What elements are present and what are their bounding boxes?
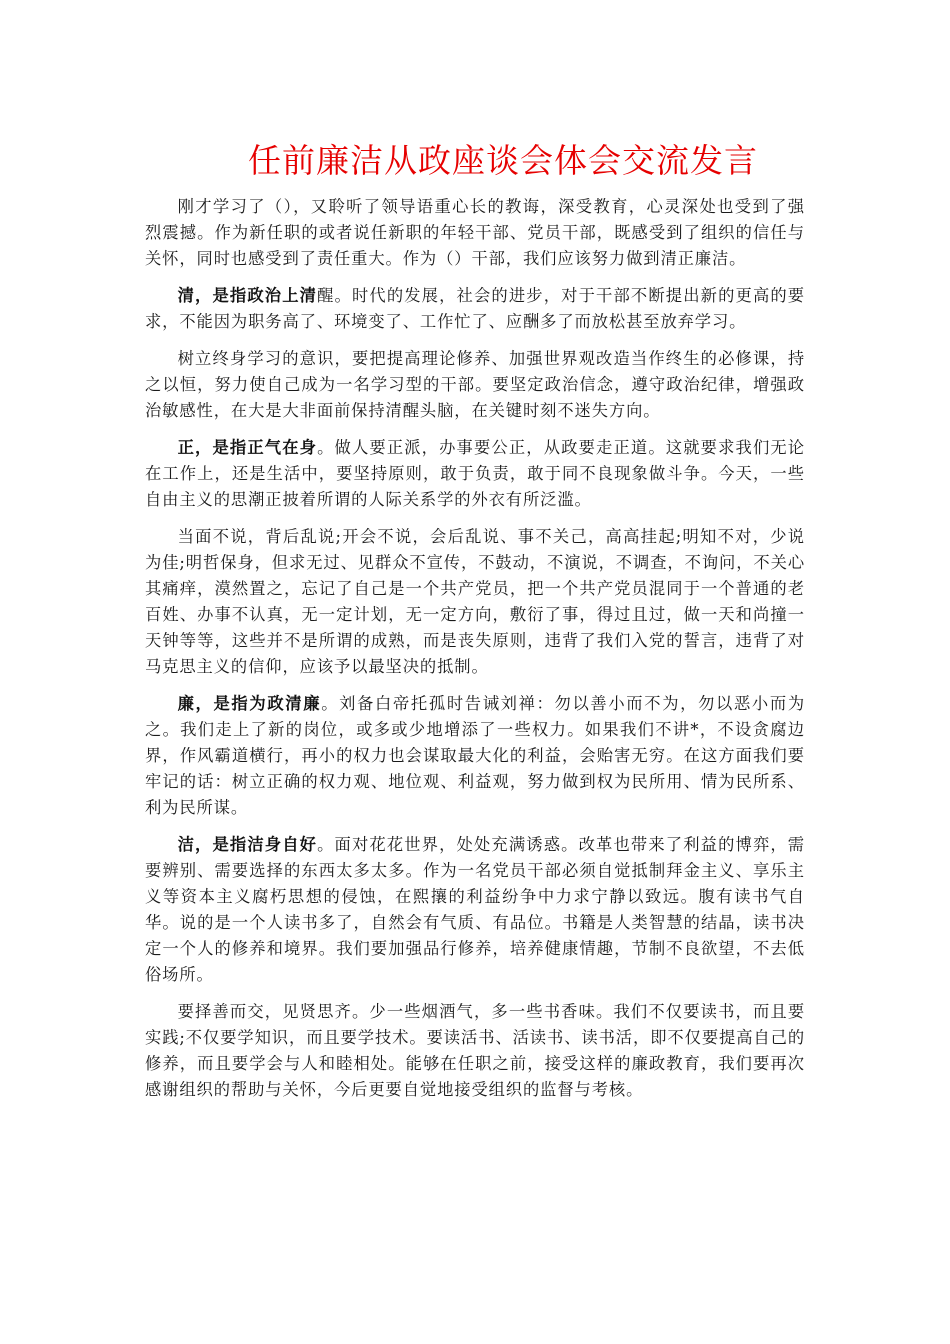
paragraph-lead: 正，是指正气在身 <box>177 438 318 457</box>
document-body <box>145 138 805 1114</box>
paragraph-lead: 洁，是指洁身自好 <box>177 835 318 854</box>
paragraph-intro <box>145 194 805 272</box>
page-title: 任前廉洁从政座谈会体会交流发言 <box>248 141 758 180</box>
paragraph-text: 醒。时代的发展，社会的进步，对于干部不断提出新的更高的要求，不能因为职务高了、环境变了、工作忙了、应酬多了而放松甚至放弃学习。 <box>145 286 805 331</box>
paragraph-lead: 清，是指政治上清 <box>177 286 318 305</box>
paragraph-text: 当面不说，背后乱说;开会不说，会后乱说、事不关己，高高挂起;明知不对，少说为佳;明哲保身，但求无过、见群众不宣传，不鼓动，不演说，不调查，不询问，不关心其痛痒，漠然置之，忘记了自己是一个共产党员，把一个共产党员混同于一个普通的老百姓、办事不认真，无一定计划，无一定方向，敷衍了事，得过且过，做一天和尚撞一天钟等等，这些并不是所谓的成熟，而是丧失原则，违背了我们入党的誓言，违背了对马克思主义的信仰，应该予以最坚决的抵制。 <box>145 527 805 676</box>
paragraph-lead: 廉，是指为政清廉 <box>177 694 322 713</box>
paragraph-text: 。做人要正派，办事要公正，从政要走正道。这就要求我们无论在工作上，还是生活中，要坚持原则，敢于负责，敢于同不良现象做斗争。今天，一些自由主义的思潮正披着所谓的人际关系学的外衣有所泛滥。 <box>145 438 805 509</box>
paragraph-qing-detail <box>145 346 805 424</box>
paragraph-text: 。刘备白帝托孤时告诫刘禅：勿以善小而不为，勿以恶小而为之。我们走上了新的岗位，或多或少地增添了一些权力。如果我们不讲*，不设贪腐边界，作风霸道横行，再小的权力也会谋取最大化的利益，会贻害无穷。在这方面我们要牢记的话：树立正确的权力观、地位观、利益观，努力做到权为民所用、情为民所系、利为民所谋。 <box>145 694 806 817</box>
paragraph-conclusion <box>145 999 805 1103</box>
paragraph-text: 刚才学习了（），又聆听了领导语重心长的教诲，深受教育，心灵深处也受到了强烈震撼。作为新任职的或者说任新职的年轻干部、党员干部，既感受到了组织的信任与关怀，同时也感受到了责任重大。作为（）干部，我们应该努力做到清正廉洁。 <box>145 197 805 268</box>
paragraph-lian <box>145 691 805 821</box>
paragraph-qing <box>145 283 805 335</box>
paragraph-jie <box>145 832 805 988</box>
paragraph-zheng <box>145 435 805 513</box>
paragraph-text: 。面对花花世界，处处充满诱惑。改革也带来了利益的博弈，需要辨别、需要选择的东西太多太多。作为一名党员干部必须自觉抵制拜金主义、享乐主义等资本主义腐朽思想的侵蚀，在熙攘的利益纷争中力求宁静以致远。腹有读书气自华。说的是一个人读书多了，自然会有气质、有品位。书籍是人类智慧的结晶，读书决定一个人的修养和境界。我们要加强品行修养，培养健康情趣，节制不良欲望，不去低俗场所。 <box>145 835 805 984</box>
paragraph-text: 要择善而交，见贤思齐。少一些烟酒气，多一些书香味。我们不仅要读书，而且要实践;不仅要学知识，而且要学技术。要读活书、活读书、读书活，即不仅要提高自己的修养，而且要学会与人和睦相处。能够在任职之前，接受这样的廉政教育，我们要再次感谢组织的帮助与关怀，今后更要自觉地接受组织的监督与考核。 <box>145 1002 805 1099</box>
paragraph-zheng-detail <box>145 524 805 680</box>
paragraph-text: 树立终身学习的意识，要把提高理论修养、加强世界观改造当作终生的必修课，持之以恒，努力使自己成为一名学习型的干部。要坚定政治信念，遵守政治纪律，增强政治敏感性，在大是大非面前保持清醒头脑，在关键时刻不迷失方向。 <box>145 349 805 420</box>
